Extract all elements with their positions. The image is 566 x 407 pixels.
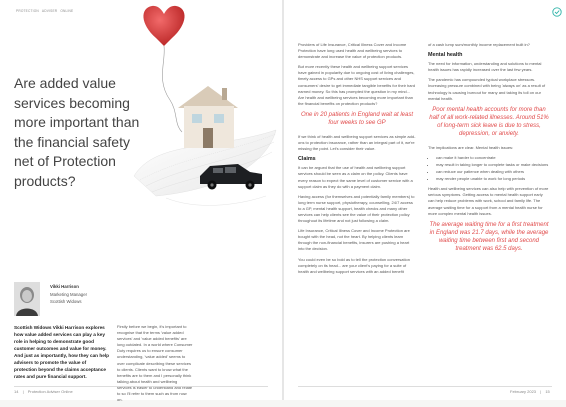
issue-date: February 2023 xyxy=(510,389,537,394)
pull-quote: Poor mental health accounts for more than half of all work-related illnesses. Around 51% of long-term sick leave is due to stress, depression, or anxiety. xyxy=(429,106,549,137)
section-heading-claims: Claims xyxy=(298,156,316,163)
masthead-word: ONLINE xyxy=(60,9,74,13)
hero-illustration xyxy=(126,0,282,228)
avatar xyxy=(14,282,40,316)
paragraph: The implications are clear. Mental health issues: xyxy=(428,144,514,150)
body-column-1 xyxy=(117,324,193,407)
author-role: Marketing Manager xyxy=(50,292,88,297)
paragraph: of a cash lump sum/monthly income replacement built in? xyxy=(428,42,530,47)
publication-title: Protection Adviser Online xyxy=(27,389,73,394)
page-number: 15 xyxy=(545,389,550,394)
list-item: • can reduce our patience when dealing with others xyxy=(436,169,550,175)
paragraph: Health and wellbeing services can also help with prevention of more serious symptoms. Getting access to mental health support early can help reduce problems with work, school and family life. The average waiting time for a support from a mental health nurse for more complex mental health issues. xyxy=(428,186,549,216)
pull-quote: One in 20 patients in England wait at least four weeks to see GP xyxy=(300,111,414,126)
section-heading-mental-health: Mental health xyxy=(428,52,463,59)
car-icon xyxy=(200,164,262,190)
paragraph: The pandemic has compounded typical workplace stressors. Increasing pressure combined with being 'always on' as a result of technology is causing burnout for many and taking its toll on our mental health. xyxy=(428,77,546,101)
list-item: • can make it harder to concentrate xyxy=(436,155,550,161)
page-number: 14 xyxy=(14,389,19,394)
paragraph: If we think of health and wellbeing support services as simple add-ons to protection insurance, rather than an integral part of it, we're missing the point. Let's consider their value. xyxy=(298,133,416,152)
footer-right: February 2023 | 15 xyxy=(510,389,550,394)
paragraph: But more recently these health and wellbeing support services have gained in popularity due to ongoing cost of living challenges, timely access to GPs and other NHS support services and consumers' desire to get immediate tangible benefits for their hard earned money. So this has prompted the question in my mind... Are health and wellbeing services becoming more important than the financial benefits on protection products? xyxy=(298,64,416,106)
paragraph: It can be argued that the use of health and wellbeing support services should be seen as a claim on the policy. Clients have every reason to expect the same level of customer service with a support claim as they do with a payment claim. xyxy=(298,165,413,189)
pull-quote: The average waiting time for a first treatment in England was 21.7 days, while the average waiting time between first and second treatment was 62.5 days. xyxy=(429,221,549,252)
masthead xyxy=(16,9,76,13)
bullet-list xyxy=(428,155,550,182)
masthead-word: ADVISER xyxy=(41,9,58,13)
paragraph: The need for information, understanding and solutions to mental health issues has rapidly increased over the last few years. xyxy=(428,61,542,73)
footer-left: 14 | Protection Adviser Online xyxy=(14,389,73,394)
list-item: • may result in taking longer to complete tasks or make decisions xyxy=(436,162,550,168)
author-organisation: Scottish Widows xyxy=(50,299,82,304)
article-headline: Are added value services becoming more important than the financial safety net of Protection products? xyxy=(14,75,140,189)
paragraph: Firstly before we begin, it's important to recognise that the terms 'value added services' and 'value added benefits' are long outdated. In a world where Consumer Duty requires us to ensure consumer understanding, 'value added' seems to over complicate describing these services to clients. Clients want to know what the benefits are to them and I personally think talking about health and wellbeing services is easier to understand and relate to so I'll refer to them such as from now on. xyxy=(117,324,193,403)
article-intro: Scottish Widows Vikki Harrison explores how value added services can play a key role in helping to demonstrate good customer outcomes and value for money. And just as importantly, how they can help advisers to promote the value of protection beyond the claims acceptance rates and pure financial support. xyxy=(14,325,109,379)
brand-logo-icon xyxy=(552,7,562,17)
footer-divider xyxy=(14,386,268,387)
body-column-2 xyxy=(298,42,416,279)
heart-balloon-icon xyxy=(143,6,184,132)
footer-divider xyxy=(298,386,552,387)
house-icon xyxy=(178,86,238,148)
author-name: Vikki Harrison xyxy=(50,284,79,289)
paragraph: You could even be so bold as to tell the protection conversation completely on its head... are your client's paying for a suite of health and wellbeing support services with an added benefit xyxy=(298,256,410,274)
body-column-3 xyxy=(428,42,550,260)
paragraph: Having access (for themselves and potentially family members) to long term nurse support, physiotherapy, counselling, 24/7 access to a GP, mental health support, health checks and many other services can help clients see the value of their protection policy throughout its lifetime and not just following a claim. xyxy=(298,193,415,224)
paragraph: Providers of Life Insurance, Critical Illness Cover and Income Protection have long used health and wellbeing services to demonstrate and increase the value of protection products. xyxy=(298,42,407,60)
masthead-word: PROTECTION xyxy=(16,9,39,13)
paragraph: Life Insurance, Critical Illness Cover and Income Protection are bought with the head, not the heart. By helping clients learn through the non-financial benefits, insurers are pushing a heart into the decision. xyxy=(298,228,410,252)
list-item: • may render people unable to work for long periods xyxy=(436,176,550,182)
